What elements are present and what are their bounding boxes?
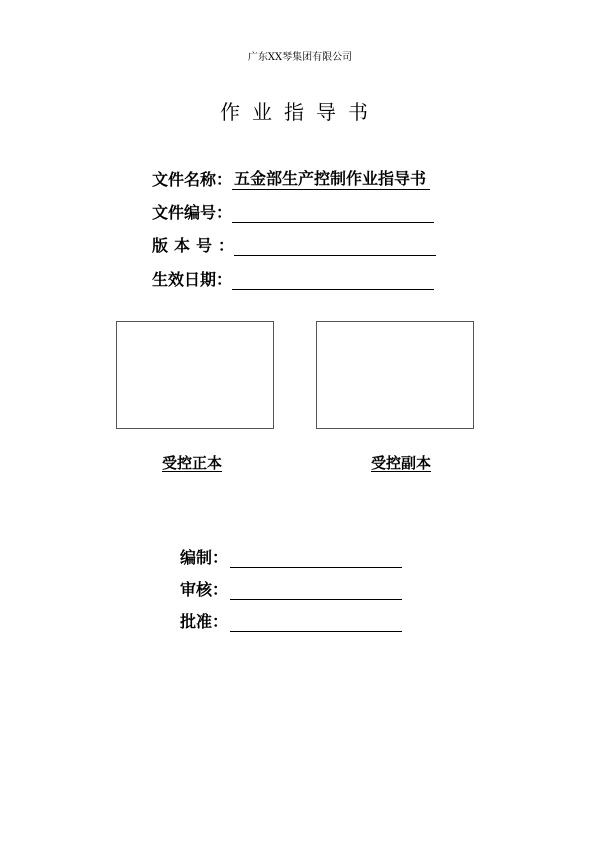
field-file-number-label: 文件编号 [152,203,217,222]
signoff-approved-line [230,611,402,632]
document-title: 作业指导书 [220,100,380,124]
company-header: 广东XX琴集团有限公司 [247,52,353,63]
signoff-prepared-colon: ： [212,548,229,567]
signoff-reviewed-label: 审核 [180,580,213,599]
field-effective-date [152,266,434,290]
signoff-prepared-label: 编制 [180,548,213,567]
signoff-prepared-line [230,547,402,568]
stamp-box-copy [316,321,474,429]
signoff-reviewed-colon: ： [212,580,229,599]
field-effective-date-label: 生效日期 [152,270,217,289]
field-effective-date-colon: ： [216,270,233,289]
signoff-approved-label: 批准 [180,612,213,631]
field-file-name-value: 五金部生产控制作业指导书 [232,169,430,190]
field-version-colon: ： [218,236,235,255]
field-file-number [152,199,434,223]
field-file-name-colon: ： [216,170,233,189]
field-effective-date-value [232,269,434,290]
field-file-name-label: 文件名称 [152,170,217,189]
stamp-box-original [116,321,274,429]
signoff-prepared [180,546,402,568]
signoff-approved [180,610,402,632]
field-version-value [234,235,436,256]
stamp-caption-copy: 受控副本 [371,454,432,472]
field-file-number-colon: ： [216,203,233,222]
field-file-number-value [232,202,434,223]
signoff-reviewed-line [230,579,402,600]
signoff-approved-colon: ： [212,612,229,631]
signoff-reviewed [180,578,402,600]
field-version-label: 版本号 [152,236,219,255]
field-file-name [152,166,430,190]
stamp-caption-original: 受控正本 [162,454,223,472]
field-version [152,232,436,256]
